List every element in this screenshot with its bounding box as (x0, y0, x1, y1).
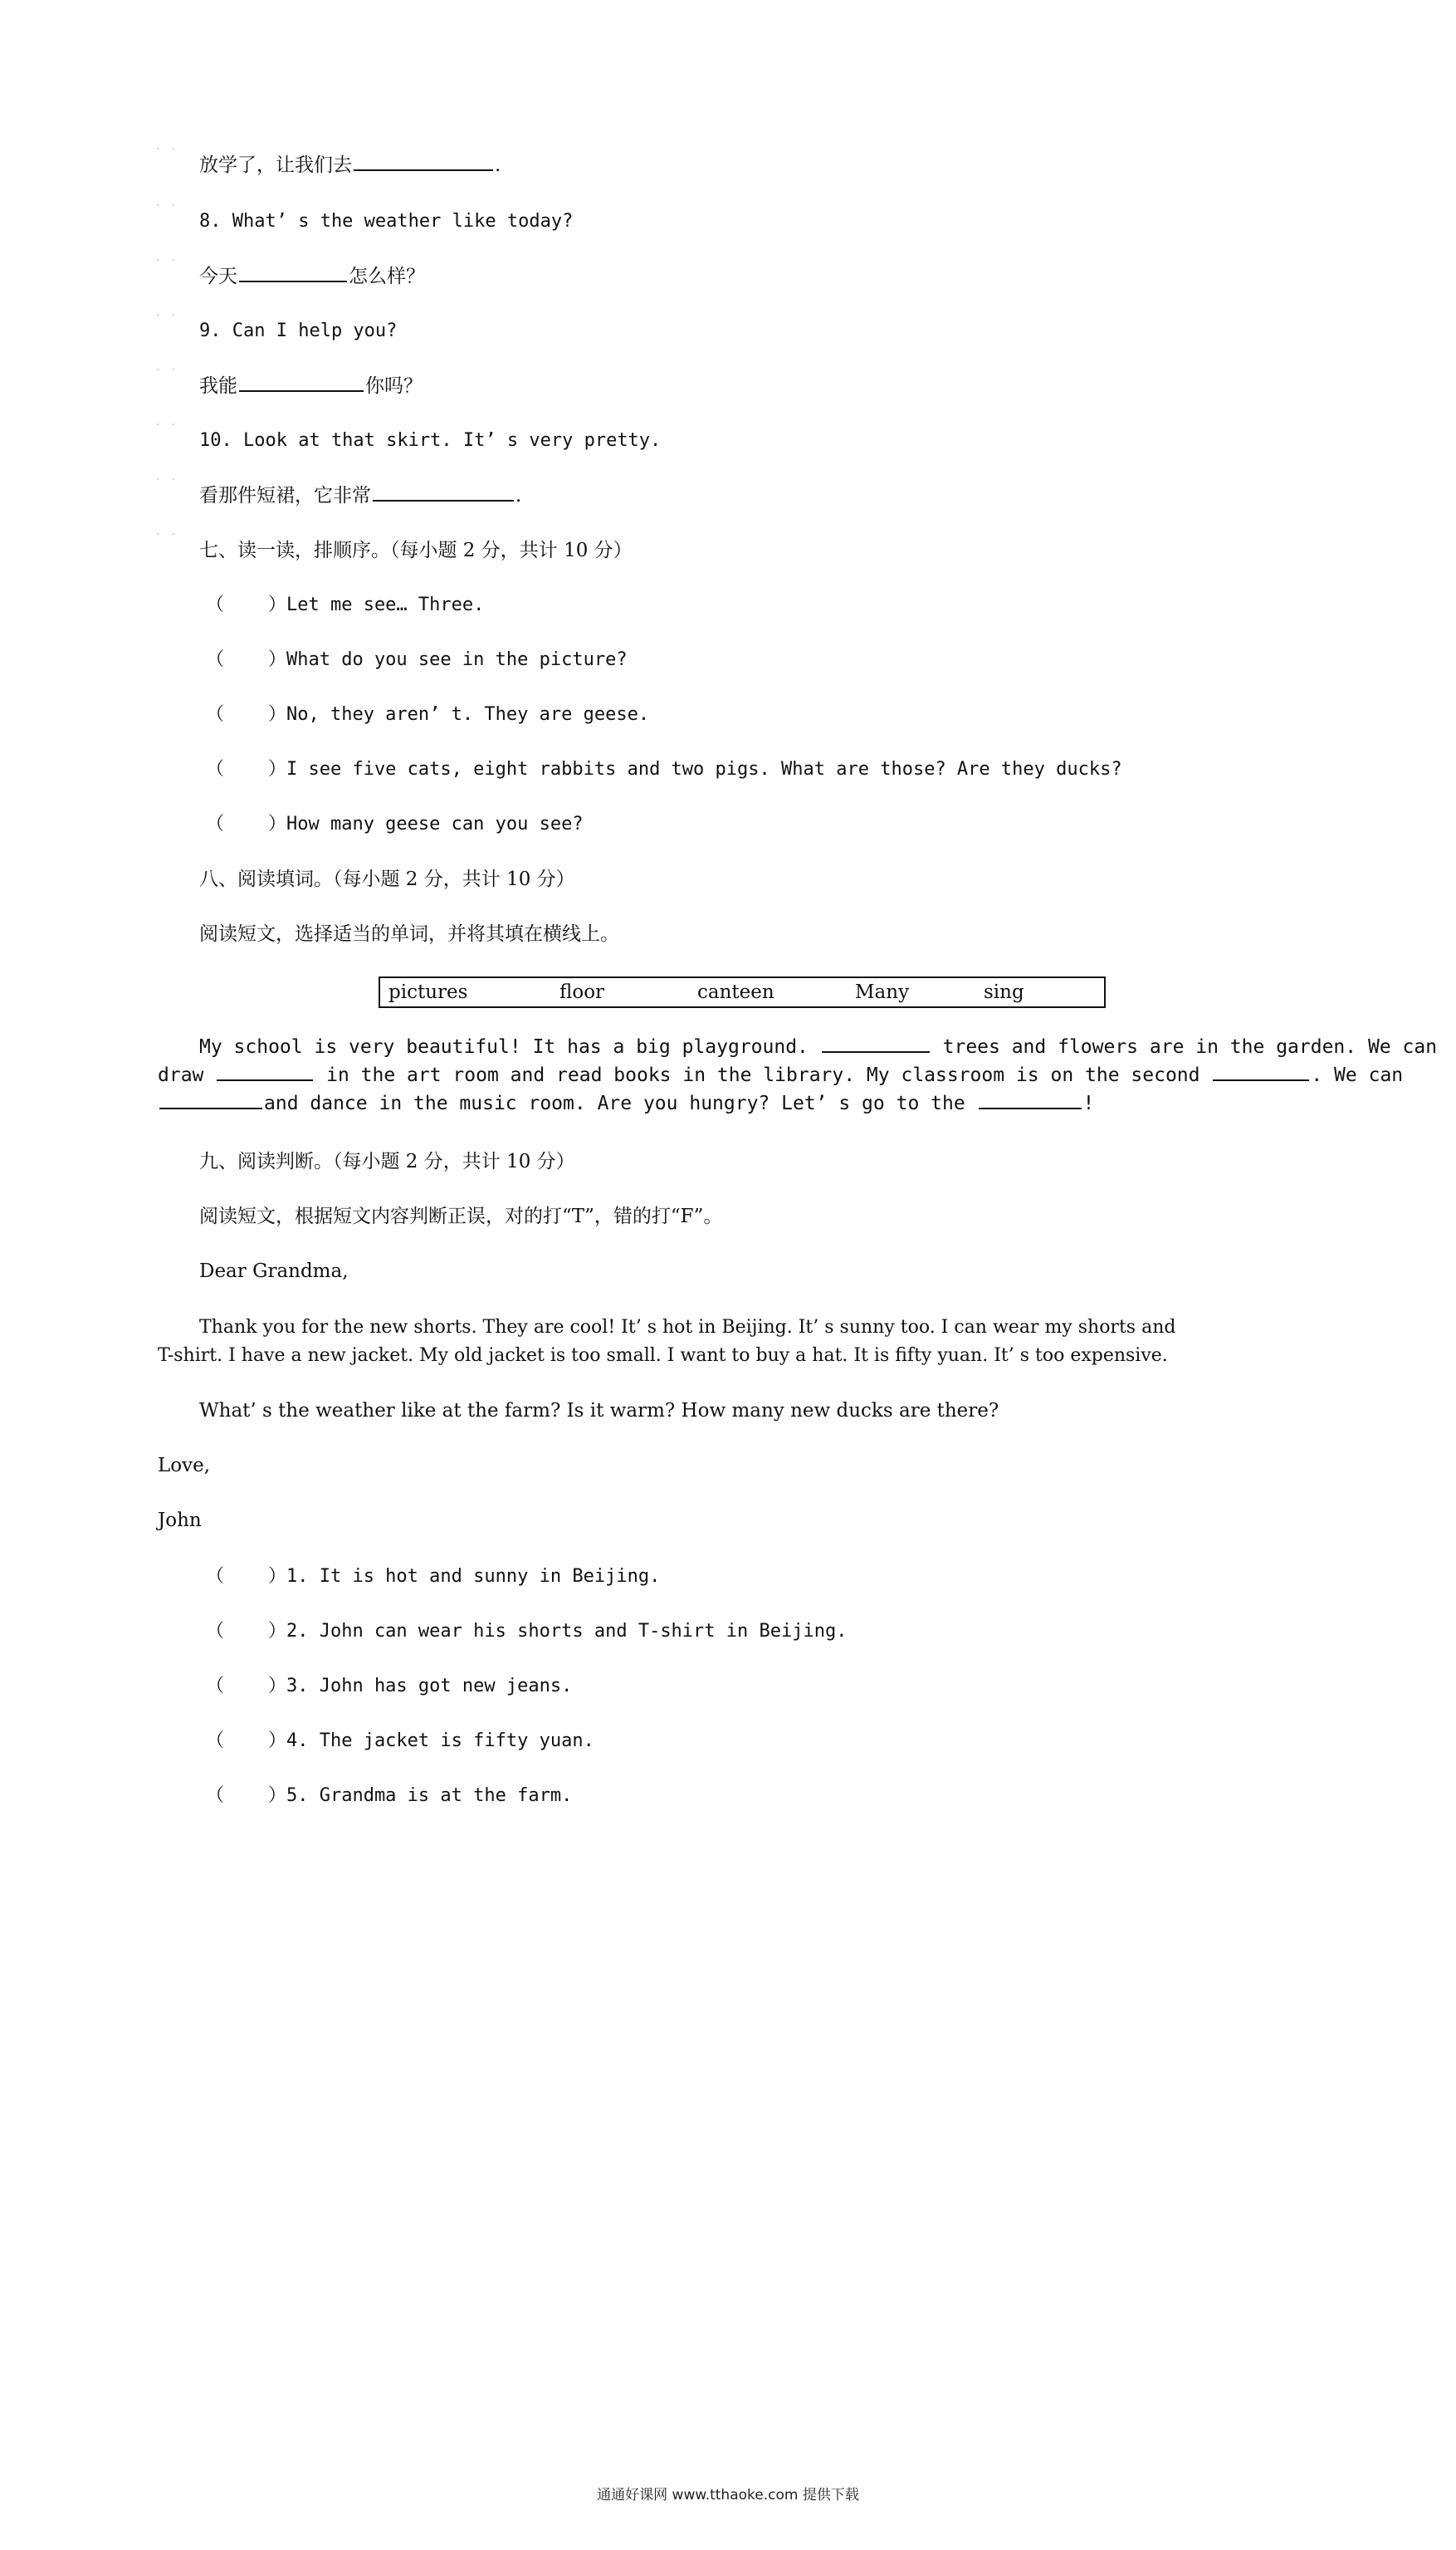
answer-blank[interactable] (373, 482, 514, 502)
cloze-blank-3[interactable] (1213, 1061, 1309, 1081)
section-8-title: 八、阅读填词。（每小题 2 分，共计 10 分） (199, 869, 575, 890)
cloze-blank-5[interactable] (979, 1089, 1082, 1109)
judgment-item-1: （ ）1. It is hot and sunny in Beijing. (206, 1566, 661, 1587)
answer-blank[interactable] (239, 372, 364, 392)
section-7-title: 七、读一读，排顺序。（每小题 2 分，共计 10 分） (199, 540, 633, 561)
judgment-item-2: （ ）2. John can wear his shorts and T-shirt in Beijing. (206, 1621, 848, 1642)
section-9-title: 九、阅读判断。（每小题 2 分，共计 10 分） (199, 1151, 575, 1172)
question-8: 8. What’ s the weather like today? (199, 211, 574, 232)
letter-greeting: Dear Grandma, (199, 1260, 349, 1282)
paragraph-mark: .. (156, 415, 187, 428)
paragraph-mark: .. (156, 470, 187, 483)
page-footer: 通通好课网 www.tthaoke.com 提供下载 (597, 2487, 859, 2504)
letter-question: What’ s the weather like at the farm? Is it warm? How many new ducks are there? (199, 1400, 999, 1422)
cloze-blank-1[interactable] (822, 1033, 930, 1053)
judgment-item-4: （ ）4. The jacket is fifty yuan. (206, 1730, 594, 1751)
paragraph-mark: .. (156, 139, 187, 153)
translation-line-9: 我能 你吗？ (199, 372, 1328, 400)
ordering-item-3: （ ）No, they aren’ t. They are geese. (206, 704, 650, 725)
word-bank-item: Many (855, 981, 910, 1003)
question-9: 9. Can I help you? (199, 321, 398, 341)
ordering-item-4: （ ）I see five cats, eight rabbits and two pigs. What are those? Are they ducks? (206, 759, 1122, 780)
cloze-blank-2[interactable] (217, 1061, 313, 1081)
word-bank-item: canteen (697, 981, 774, 1003)
answer-blank[interactable] (354, 151, 493, 171)
letter-closing: Love, (158, 1455, 211, 1476)
paragraph-mark: .. (156, 360, 187, 374)
translation-line-7: 放学了，让我们去 . (199, 151, 1328, 179)
word-bank-item: floor (559, 981, 605, 1003)
cloze-passage: My school is very beautiful! It has a big playground. trees and flowers are in the garden. We can draw in the art room and read books in the library. My classroom is on the second . We can and dance in the music room. Are you hungry? Let’ s go to the ! (158, 1033, 1328, 1118)
answer-blank[interactable] (239, 262, 347, 282)
paragraph-mark: .. (156, 306, 187, 319)
section-8-instruction: 阅读短文，选择适当的单词，并将其填在横线上。 (199, 923, 619, 945)
section-9-instruction: 阅读短文，根据短文内容判断正误，对的打“T”，错的打“F”。 (199, 1206, 723, 1227)
ordering-item-2: （ ）What do you see in the picture? (206, 649, 628, 670)
translation-line-8: 今天 怎么样？ (199, 262, 1328, 291)
cloze-blank-4[interactable] (159, 1089, 262, 1109)
paragraph-mark: .. (156, 196, 187, 209)
word-bank-item: sing (984, 981, 1024, 1003)
judgment-item-5: （ ）5. Grandma is at the farm. (206, 1785, 573, 1806)
word-bank (379, 976, 1106, 1008)
ordering-item-1: （ ）Let me see… Three. (206, 595, 485, 615)
paragraph-mark: .. (156, 525, 187, 538)
letter-body: Thank you for the new shorts. They are cool! It’ s hot in Beijing. It’ s sunny too. I can wear my shorts and T-shirt. I have a new jacket. My old jacket is too small. I want to buy a hat. It is fifty yuan. It’ s too expensive. (158, 1317, 1176, 1366)
word-bank-item: pictures (388, 981, 468, 1003)
letter-signature: John (158, 1510, 202, 1531)
ordering-item-5: （ ）How many geese can you see? (206, 814, 584, 835)
paragraph-mark: .. (156, 251, 187, 264)
question-10: 10. Look at that skirt. It’ s very pretty. (199, 430, 662, 451)
translation-line-10: 看那件短裙，它非常 . (199, 482, 1328, 510)
judgment-item-3: （ ）3. John has got new jeans. (206, 1676, 573, 1696)
